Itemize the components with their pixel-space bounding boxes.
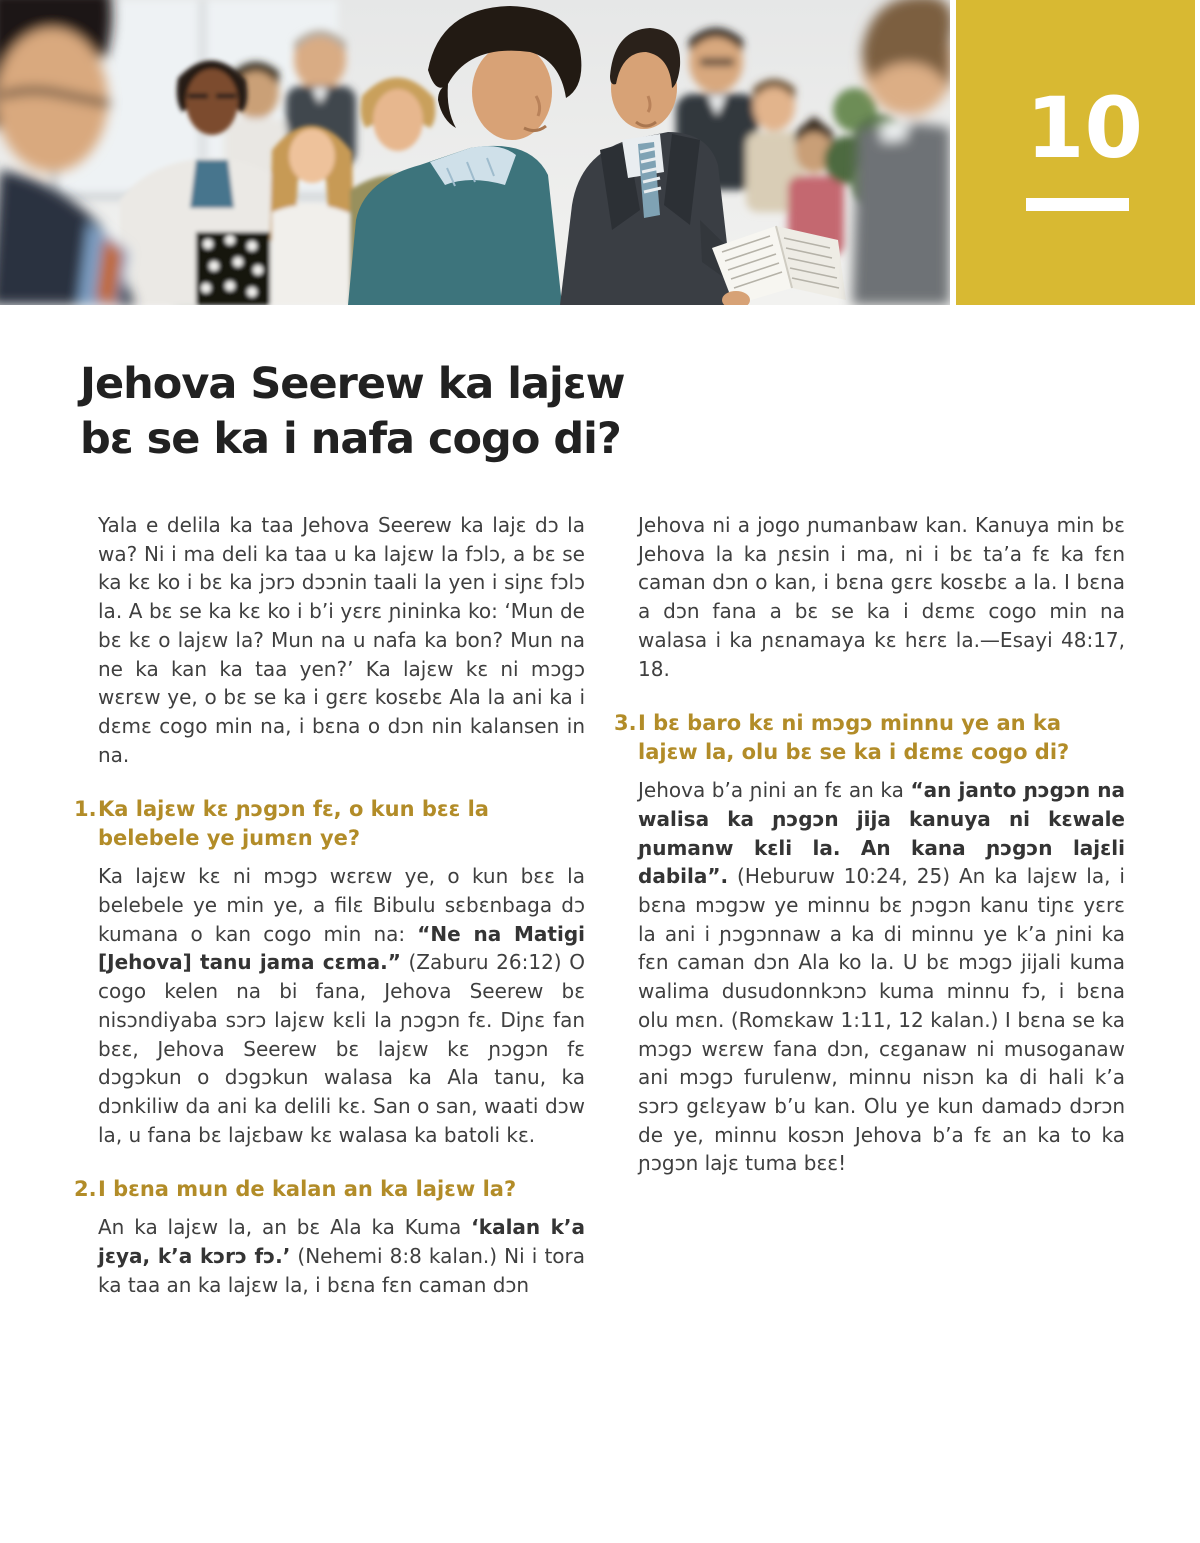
question-heading-3 [614, 709, 1125, 767]
scripture-quote: ‘kalan k’a jɛya, k’a kɔrɔ fɔ.’ [98, 1215, 586, 1269]
question-heading-1 [74, 795, 585, 853]
question-paragraph-1 [98, 862, 585, 1149]
columns [74, 511, 1128, 1299]
foreground-right-man [852, 0, 950, 305]
scripture-quote: “Ne na Matigi [Jehova] tanu jama cɛma.” [98, 921, 585, 975]
column-right [614, 511, 1125, 1299]
text-run: (Heburuw 10:24, 25) An ka lajɛw la, i bɛna mɔgɔw ye minnu bɛ ɲɔgɔn kanu tiɲɛ yɛrɛ la ani i ɲɔgɔnnaw a ka di minnu ye k’a ɲini ka fɛn caman dɔn Ala ko la. U bɛ mɔgɔ jijali kuma walima dusudonnkɔnɔ kuma minnu fɔ, i bɛna olu mɛn. (Romɛkaw 1:11, 12 kalan.) I bɛna se ka mɔgɔ wɛrɛw fana dɔn, cɛganaw ni musoganaw ani mɔgɔ furulenw, minnu nisɔn ka di hali k’a sɔrɔ gɛlɛyaw b’u kan. Olu ye kun damadɔ dɔrɔn de ye, minnu kosɔn Jehova b’a fɛ an ka to ka ɲɔgɔn lajɛ tuma bɛɛ! [638, 864, 1125, 1176]
text-run: Ka lajɛw kɛ ni mɔgɔ wɛrɛw ye, o kun bɛɛ la belebele ye min ye, a filɛ Bibulu sɛbɛnbaga dɔ kumana o kan cogo min na: [98, 864, 585, 946]
question-heading-text: I bɛna mun de kalan an ka lajɛw la? [98, 1177, 517, 1202]
text-run: (Zaburu 26:12) O cogo kelen na bi fana, Jehova Seerew bɛ nisɔndiyaba sɔrɔ lajɛw kɛli la ɲɔgɔn fɛ. Diɲɛ fan bɛɛ, Jehova Seerew bɛ lajɛw kɛ ɲɔgɔn fɛ dɔgɔkun o dɔgɔkun walasa ka Ala tanu, ka dɔnkiliw da ani ka delili kɛ. San o san, waati dɔw la, u fana bɛ lajɛbaw kɛ walasa ka batoli kɛ. [98, 950, 585, 1147]
text-run: (Nehemi 8:8 kalan.) Ni i tora ka taa an ka lajɛw la, i bɛna fɛn caman dɔn [98, 1244, 586, 1297]
hero [0, 0, 1200, 305]
meeting-photo [0, 0, 950, 305]
page-title-line2: bɛ se ka i nafa cogo di? [80, 414, 621, 464]
column-left [74, 511, 585, 1299]
question-paragraph-2 [98, 1213, 585, 1299]
question-heading-text: Ka lajɛw kɛ ɲɔgɔn fɛ, o kun bɛɛ la belebele ye jumɛn ye? [98, 797, 489, 851]
text-run: Jehova b’a ɲini an fɛ an ka [638, 778, 911, 803]
lesson-badge [956, 0, 1195, 305]
text-run: An ka lajɛw la, an bɛ Ala ka Kuma [98, 1215, 472, 1240]
question-heading-2 [74, 1175, 585, 1204]
question-section-2 [74, 1175, 586, 1299]
page-title [80, 357, 1128, 467]
question-section-3 [614, 709, 1125, 1178]
hero-photo [0, 0, 950, 305]
intro-paragraph: Yala e delila ka taa Jehova Seerew ka lajɛ dɔ la wa? Ni i ma deli ka taa u ka lajɛw la fɔlɔ, a bɛ se ka kɛ ko i bɛ ka jɔrɔ dɔɔnin taali la yen i siɲɛ fɔlɔ la. A bɛ se ka kɛ ko i b’i yɛrɛ ɲininka ko: ‘Mun de bɛ kɛ o lajɛw la? Mun na u nafa ka bon? Mun na ne ka kan ka taa yen?’ Ka lajɛw kɛ ni mɔgɔ wɛrɛw ye, o bɛ se ka i gɛrɛ kosɛbɛ Ala la ani ka i dɛmɛ cogo min na, i bɛna o dɔn nin kalansen in na. [98, 513, 585, 767]
question-paragraph-3 [638, 776, 1125, 1178]
question-number: 2. [74, 1177, 97, 1202]
page-title-line1: Jehova Seerew ka lajɛw [80, 359, 625, 409]
question-number: 1. [74, 797, 97, 822]
question-heading-text: I bɛ baro kɛ ni mɔgɔ minnu ye an ka lajɛw la, olu bɛ se ka i dɛmɛ cogo di? [638, 711, 1070, 765]
content [0, 357, 1200, 1299]
question-number: 3. [614, 711, 637, 736]
question-section-1 [74, 795, 585, 1149]
continuation-paragraph: Jehova ni a jogo ɲumanbaw kan. Kanuya min bɛ Jehova la ka ɲɛsin i ma, ni i bɛ ta’a fɛ ka fɛn caman dɔn o kan, i bɛna gɛrɛ kosɛbɛ a la. I bɛna a dɔn fana a bɛ se ka i dɛmɛ cogo min na walasa i ka ɲɛnamaya kɛ hɛrɛ la.—Esayi 48:17, 18. [638, 513, 1125, 681]
scripture-quote: “an janto ɲɔgɔn na walisa ka ɲɔgɔn jija kanuya ni kɛwale ɲumanw kɛli la. An kana ɲɔgɔn lajɛli dabila”. [638, 778, 1125, 889]
lesson-number: 10 [1026, 79, 1143, 177]
lesson-number-underline [1026, 198, 1129, 211]
